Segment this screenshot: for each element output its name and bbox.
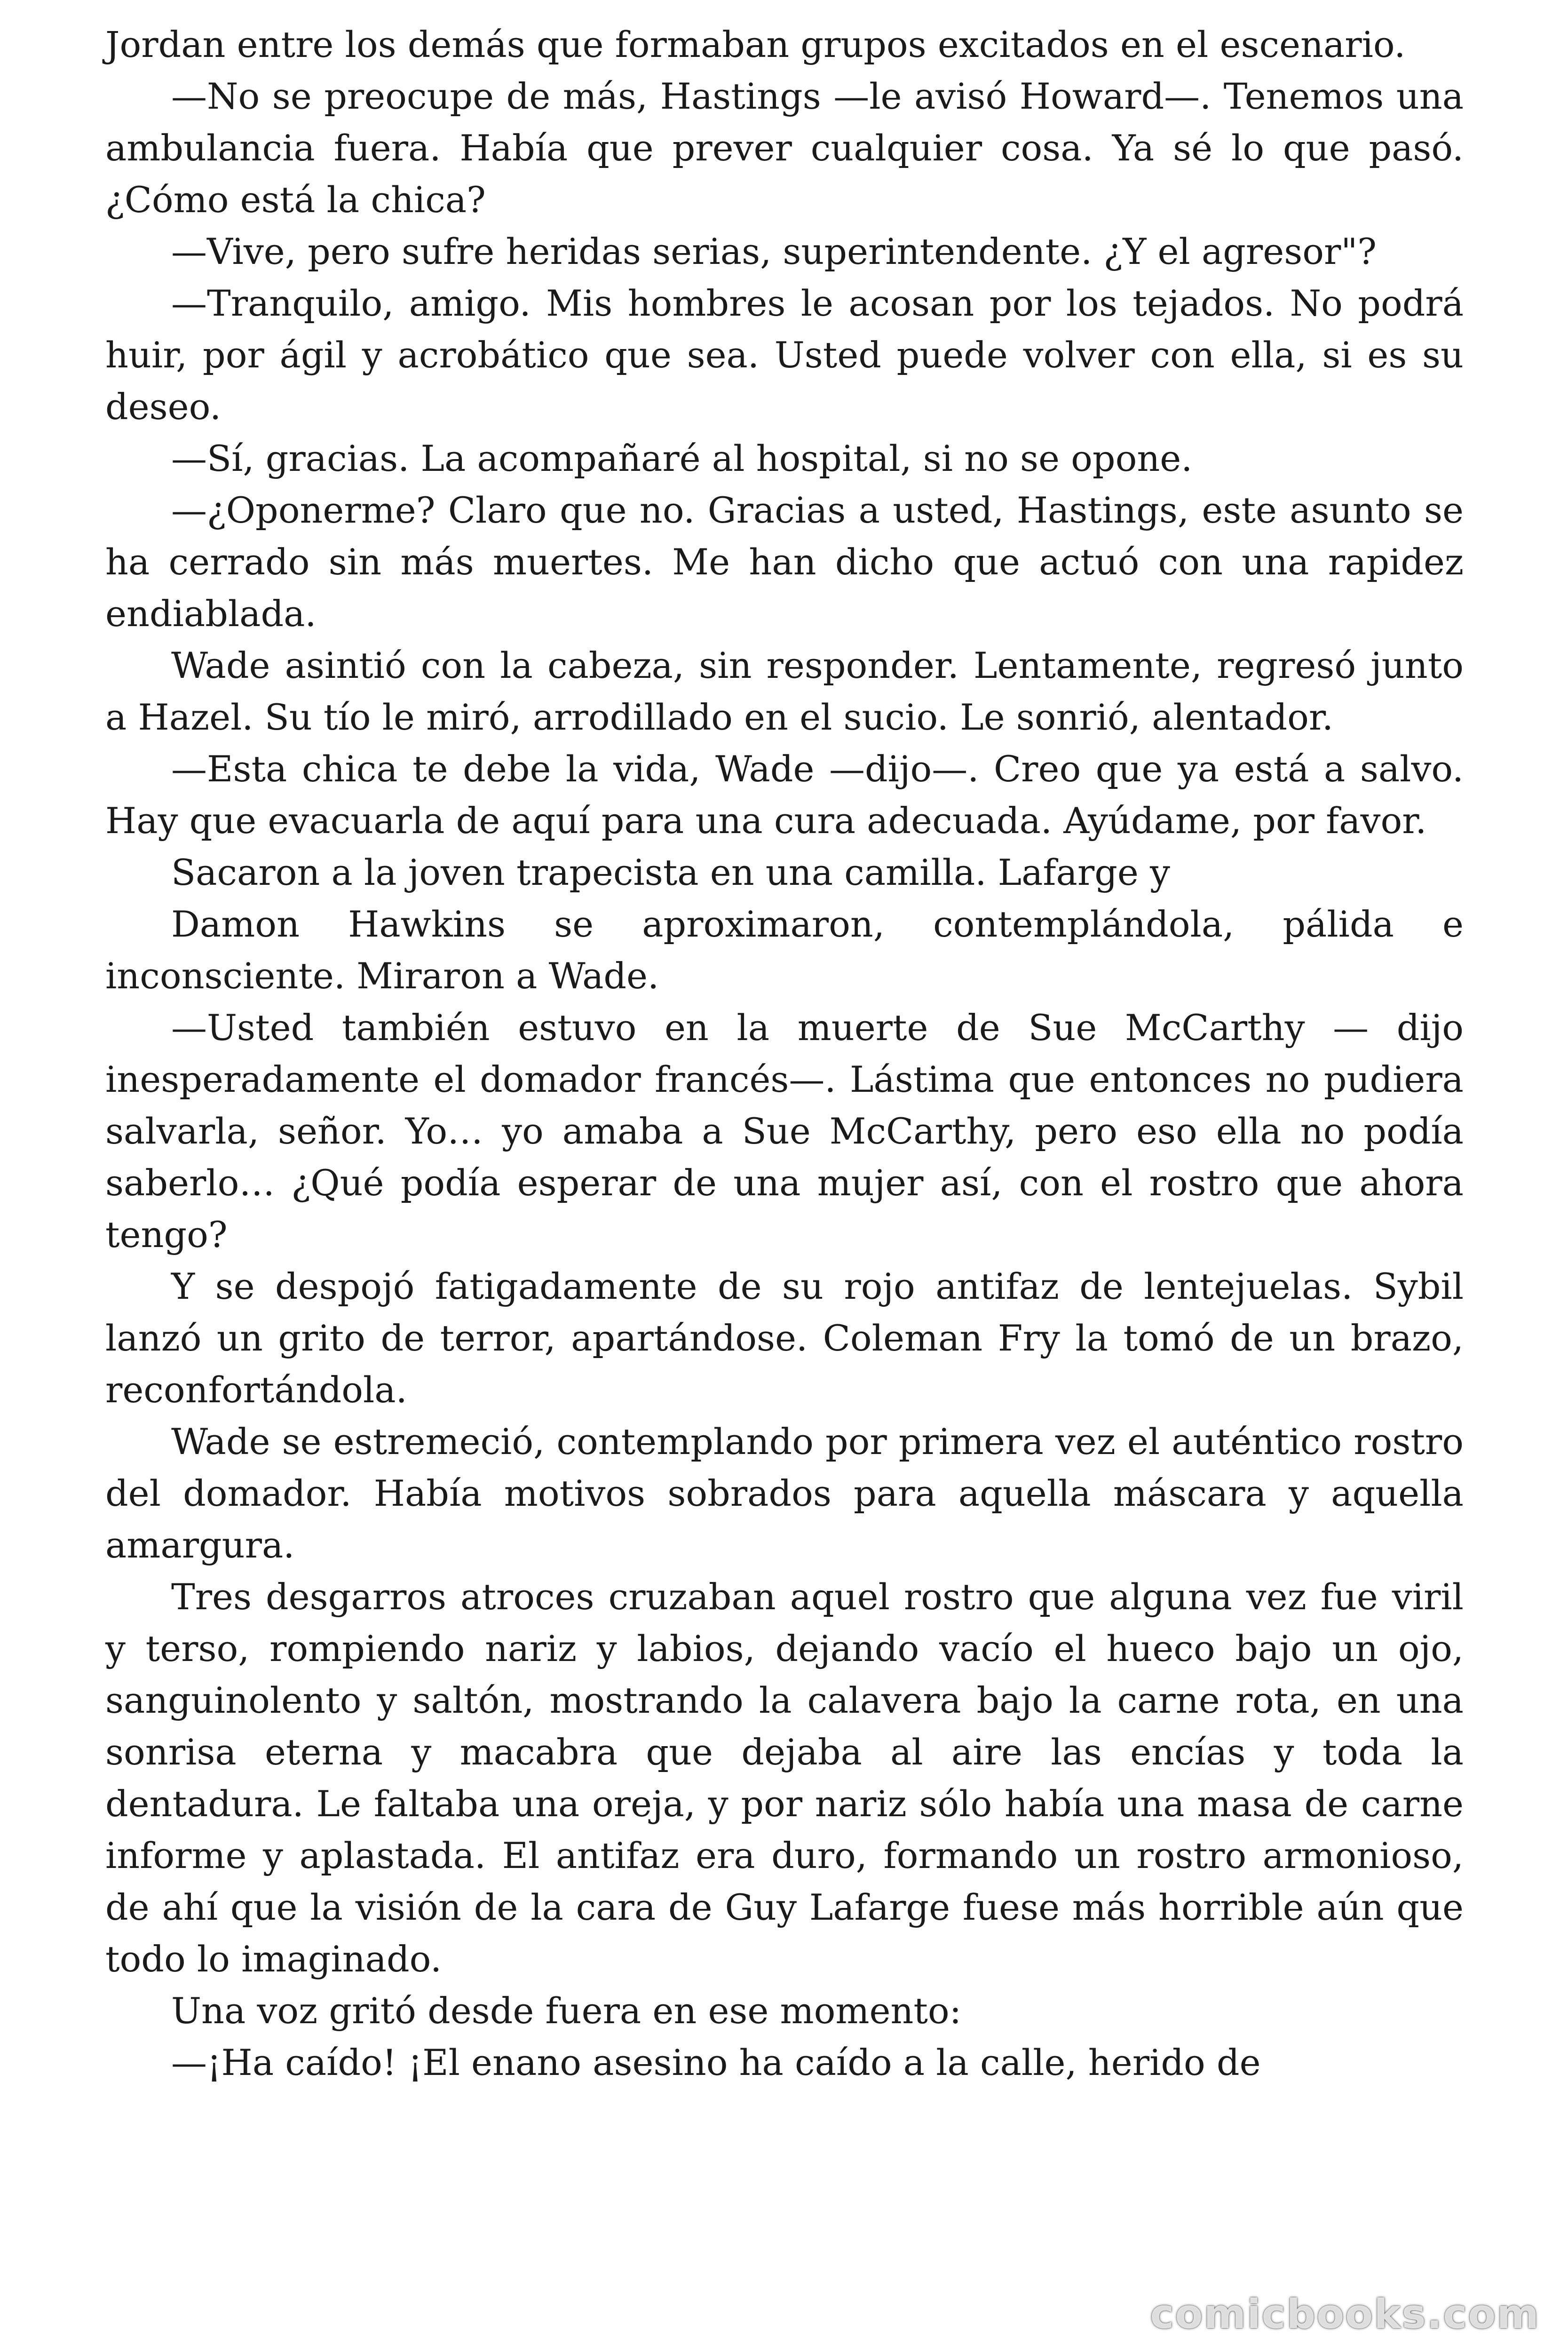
paragraph: Wade asintió con la cabeza, sin responder. Lentamente, regresó junto a Hazel. Su tío le miró, arrodillado en el sucio. Le sonrió, alentador. (105, 644, 1464, 738)
paragraph: —¡Ha caído! ¡El enano asesino ha caído a la calle, herido de (171, 2042, 1261, 2083)
paragraph: Wade se estremeció, contemplando por primera vez el auténtico rostro del domador. Había motivos sobrados para aquella máscara y aquella amargura. (105, 1421, 1464, 1566)
paragraph: Y se despojó fatigadamente de su rojo antifaz de lentejuelas. Sybil lanzó un grito de terror, apartándose. Coleman Fry la tomó de un brazo, reconfortándola. (105, 1265, 1464, 1411)
paragraph-continuation: Jordan entre los demás que formaban grupos excitados en el escenario. (105, 24, 1406, 65)
paragraph: —Esta chica te debe la vida, Wade —dijo—. Creo que ya está a salvo. Hay que evacuarla de aquí para una cura adecuada. Ayúdame, por favor. (105, 748, 1464, 842)
watermark: comicbooks.com (1150, 2291, 1540, 2338)
paragraph: —Sí, gracias. La acompañaré al hospital, si no se opone. (171, 437, 1193, 479)
paragraph: —Tranquilo, amigo. Mis hombres le acosan por los tejados. No podrá huir, por ágil y acrobático que sea. Usted puede volver con ella, si es su deseo. (105, 282, 1464, 428)
paragraph: Tres desgarros atroces cruzaban aquel rostro que alguna vez fue viril y terso, rompiendo nariz y labios, dejando vacío el hueco bajo un ojo, sanguinolento y saltón, mostrando la calavera bajo la carne rota, en una sonrisa eterna y macabra que dejaba al aire las encías y toda la dentadura. Le faltaba una oreja, y por nariz sólo había una masa de carne informe y aplastada. El antifaz era duro, formando un rostro armonioso, de ahí que la visión de la cara de Guy Lafarge fuese más horrible aún que todo lo imaginado. (105, 1576, 1464, 1980)
paragraph: —No se preocupe de más, Hastings —le avisó Howard—. Tenemos una ambulancia fuera. Había que prever cualquier cosa. Ya sé lo que pasó. ¿Cómo está la chica? (105, 75, 1464, 221)
paragraph: —¿Oponerme? Claro que no. Gracias a usted, Hastings, este asunto se ha cerrado sin más muertes. Me han dicho que actuó con una rapidez endiablada. (105, 489, 1464, 635)
paragraph: —Vive, pero sufre heridas serias, superintendente. ¿Y el agresor"? (171, 230, 1377, 272)
paragraph: Una voz gritó desde fuera en ese momento: (171, 1990, 962, 2032)
paragraph: —Usted también estuvo en la muerte de Sue McCarthy — dijo inesperadamente el domador francés—. Lástima que entonces no pudiera salvarla, señor. Yo… yo amaba a Sue McCarthy, pero eso ella no podía saberlo… ¿Qué podía esperar de una mujer así, con el rostro que ahora tengo? (105, 1007, 1464, 1255)
book-page (105, 19, 1464, 2089)
paragraph: Damon Hawkins se aproximaron, contemplándola, pálida e inconsciente. Miraron a Wade. (105, 903, 1464, 997)
paragraph: Sacaron a la joven trapecista en una camilla. Lafarge y (171, 851, 1170, 893)
